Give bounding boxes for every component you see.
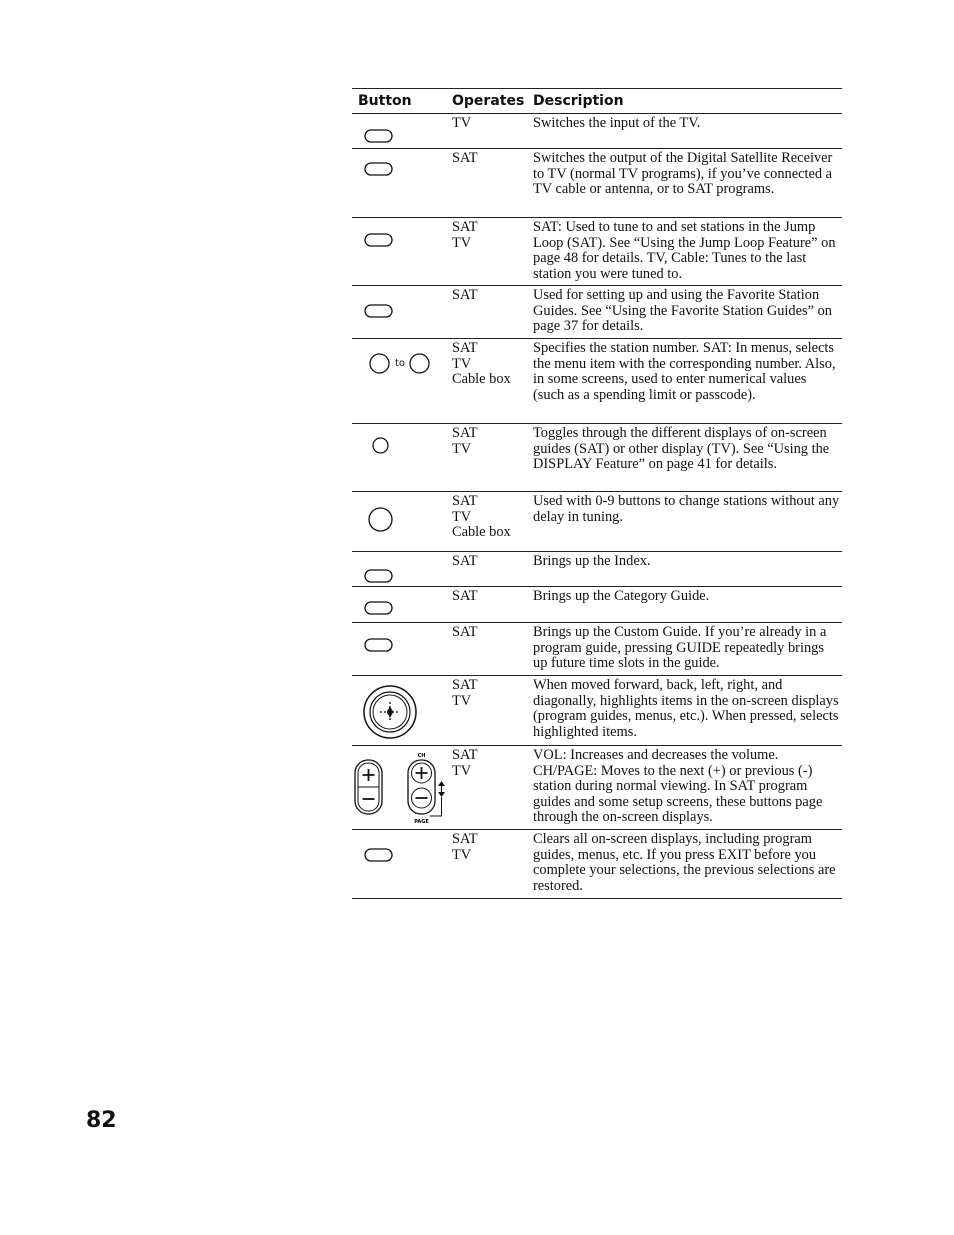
operates-item: SAT: [452, 219, 478, 235]
description-cell: Brings up the Custom Guide. If you’re already in a program guide, pressing GUIDE repeatedly brings up future time slots in the guide.: [533, 624, 827, 672]
description-cell: Toggles through the different displays of on-screen guides (SAT) or other display (TV). See “Using the DISPLAY Feature” on page 41 for details.: [533, 425, 830, 473]
description-cell: Clears all on-screen displays, including program guides, menus, etc. If you press EXIT before you complete your selections, the previous selections are restored.: [533, 831, 836, 894]
description-cell: Specifies the station number. SAT: In menus, selects the menu item with the corresponding number. Also, in some screens, used to enter numerical values (such as a spending limit or passcode).: [533, 340, 836, 403]
operates-item: SAT: [452, 677, 478, 693]
button-cell: [352, 339, 452, 423]
description-cell: Used with 0-9 buttons to change stations without any delay in tuning.: [533, 493, 840, 525]
operates-item: TV: [452, 846, 472, 863]
description-cell: When moved forward, back, left, right, and diagonally, highlights items in the on-screen displays (program guides, menus, etc.). When pressed, selects highlighted items.: [533, 677, 839, 740]
joystick-icon: [362, 684, 418, 740]
operates-item: SAT: [452, 588, 478, 604]
oval-button-icon: [364, 848, 393, 862]
button-cell: [352, 149, 452, 217]
operates-cell: [452, 492, 533, 551]
operates-item: SAT: [452, 425, 478, 441]
table-row: [352, 552, 842, 587]
button-cell: [352, 830, 452, 898]
oval-button-icon: [364, 304, 393, 318]
table-row: [352, 218, 842, 286]
table-row: [352, 149, 842, 218]
table-row: [352, 286, 842, 339]
oval-button-icon: [364, 569, 393, 583]
operates-cell: [452, 830, 533, 898]
description-cell: VOL: Increases and decreases the volume. CH/PAGE: Moves to the next (+) or previous (-) station during normal viewing. In SAT program guides and some setup screens, these buttons page through the on-screen displays.: [533, 747, 823, 826]
page-number: 82: [86, 1108, 117, 1133]
number-button-icon: [409, 353, 430, 374]
operates-item: SAT: [452, 340, 478, 356]
header-description: Description: [533, 93, 624, 109]
button-cell: [352, 552, 452, 586]
table-body: [352, 114, 842, 899]
oval-button-icon: [364, 162, 393, 176]
button-cell: [352, 286, 452, 338]
button-cell: [352, 587, 452, 622]
description-cell: Brings up the Index.: [533, 553, 651, 569]
operates-cell: [452, 149, 533, 217]
operates-item: SAT: [452, 831, 478, 847]
operates-item: SAT: [452, 287, 478, 303]
operates-item: SAT: [452, 624, 478, 640]
operates-item: TV: [452, 508, 472, 525]
button-cell: [352, 114, 452, 148]
operates-item: SAT: [452, 747, 478, 763]
operates-cell: [452, 218, 533, 285]
header-button: Button: [358, 93, 412, 109]
operates-cell: [452, 424, 533, 491]
table-row: [352, 746, 842, 830]
description-cell: SAT: Used to tune to and set stations in the Jump Loop (SAT). See “Using the Jump Loop Feature” on page 48 for details. TV, Cable: Tunes to the last station you were tuned to.: [533, 219, 836, 282]
vol-ch-rocker-icon: [354, 752, 450, 828]
operates-item: TV: [452, 692, 472, 709]
table-row: [352, 492, 842, 552]
button-cell: [352, 424, 452, 491]
operates-item: Cable box: [452, 524, 511, 541]
table-row: [352, 587, 842, 623]
oval-button-icon: [364, 638, 393, 652]
button-cell: [352, 623, 452, 675]
table-row: [352, 676, 842, 746]
description-cell: Brings up the Category Guide.: [533, 588, 710, 604]
operates-cell: [452, 623, 533, 675]
oval-button-icon: [364, 129, 393, 143]
description-cell: Switches the output of the Digital Satellite Receiver to TV (normal TV programs), if you’ve connected a TV cable or antenna, or to SAT programs.: [533, 150, 833, 198]
table-row: [352, 623, 842, 676]
button-table: [352, 88, 842, 899]
table-row: [352, 424, 842, 492]
description-cell: Switches the input of the TV.: [533, 115, 701, 131]
table-row: [352, 830, 842, 899]
number-button-icon: [369, 353, 390, 374]
ch-label: CH: [417, 753, 426, 759]
operates-item: SAT: [452, 493, 478, 509]
to-label: to: [395, 358, 406, 369]
operates-item: SAT: [452, 150, 478, 166]
button-cell: [352, 218, 452, 285]
operates-cell: [452, 746, 533, 829]
oval-button-icon: [364, 601, 393, 615]
operates-cell: [452, 587, 533, 622]
operates-cell: [452, 339, 533, 423]
round-button-icon: [368, 507, 393, 532]
operates-cell: [452, 286, 533, 338]
page-label: PAGE: [414, 819, 429, 825]
operates-cell: [452, 114, 533, 148]
button-cell: [352, 676, 452, 745]
button-cell: [352, 746, 452, 829]
operates-item: TV: [452, 762, 472, 779]
table-row: [352, 339, 842, 424]
table-row: [352, 114, 842, 149]
header-operates: Operates: [452, 93, 525, 109]
operates-item: TV: [452, 234, 472, 251]
small-round-button-icon: [372, 437, 389, 454]
operates-item: SAT: [452, 553, 478, 569]
operates-item: TV: [452, 115, 472, 131]
operates-cell: [452, 552, 533, 586]
operates-cell: [452, 676, 533, 745]
oval-button-icon: [364, 233, 393, 247]
button-cell: [352, 492, 452, 551]
table-header: [352, 89, 842, 114]
description-cell: Used for setting up and using the Favorite Station Guides. See “Using the Favorite Station Guides” on page 37 for details.: [533, 287, 832, 335]
operates-item: TV: [452, 440, 472, 457]
operates-item: Cable box: [452, 371, 511, 388]
operates-item: TV: [452, 355, 472, 372]
